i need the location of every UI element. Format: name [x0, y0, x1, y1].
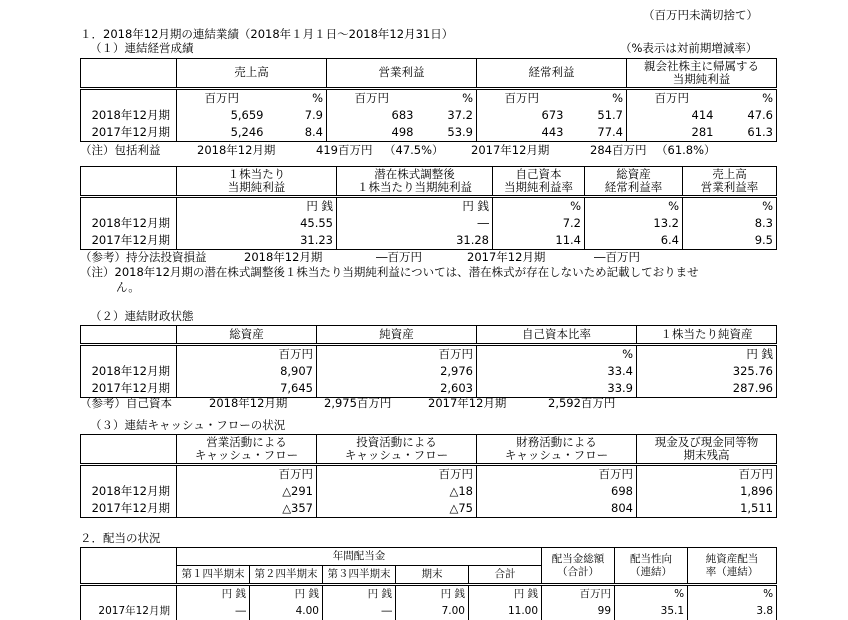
table-row — [81, 124, 777, 142]
cell: △75 — [317, 500, 477, 518]
header-dividend-total: 配当金総額 （合計） — [542, 548, 615, 585]
cell: 9.5 — [683, 232, 777, 250]
cell: 498 — [327, 124, 417, 142]
operating-results-table — [80, 58, 777, 142]
row-label: 2018年12月期 — [81, 363, 177, 380]
ref1-period1: 2018年12月期 — [244, 250, 323, 264]
cell: △357 — [177, 500, 317, 518]
header-annual-dividends: 年間配当金 — [177, 548, 542, 566]
unit: 百万円 — [627, 89, 717, 108]
cell: 77.4 — [567, 124, 627, 142]
header-q2: 第２四半期末 — [250, 566, 323, 585]
cell: 2,603 — [317, 380, 477, 398]
row-label: 2017年12月期 — [81, 232, 177, 250]
cell: 6.4 — [585, 232, 683, 250]
header-year-end: 期末 — [396, 566, 469, 585]
header-cash-balance: 現金及び現金同等物 期末残高 — [637, 435, 777, 465]
cash-flow-table — [80, 434, 777, 518]
header-operating-cf: 営業活動による キャッシュ・フロー — [177, 435, 317, 465]
cell: 7.00 — [396, 603, 469, 620]
table-row — [81, 500, 777, 518]
unit: 円 銭 — [337, 197, 493, 216]
cell: 11.4 — [493, 232, 585, 250]
cell: 99 — [542, 603, 615, 620]
header-operating-income: 営業利益 — [327, 59, 477, 89]
s1-title: （１）連結経営成績 — [90, 41, 194, 55]
cell: ― — [323, 603, 396, 620]
unit: 円 銭 — [469, 585, 542, 604]
header-operating-margin: 売上高 営業利益率 — [683, 167, 777, 197]
row-label: 2018年12月期 — [81, 107, 177, 124]
cell: ― — [177, 603, 250, 620]
table-row — [81, 107, 777, 124]
cell: 1,511 — [637, 500, 777, 518]
unit: 百万円 — [542, 585, 615, 604]
equity-ref-label: （参考）自己資本 — [80, 396, 172, 410]
unit: 百万円 — [637, 465, 777, 484]
unit: % — [585, 197, 683, 216]
cell: 5,246 — [177, 124, 267, 142]
cell: 61.3 — [717, 124, 777, 142]
cell: 47.6 — [717, 107, 777, 124]
row-label: 2017年12月期 — [81, 380, 177, 398]
cell: 804 — [477, 500, 637, 518]
unit: 円 銭 — [250, 585, 323, 604]
cell: 443 — [477, 124, 567, 142]
table-row — [81, 215, 777, 232]
ref2-value1: 2,975百万円 — [324, 396, 392, 410]
unit: 百万円 — [177, 345, 317, 364]
header-roe: 自己資本 当期純利益率 — [493, 167, 585, 197]
unit: 百万円 — [317, 465, 477, 484]
s2-title: （２）連結財政状態 — [90, 309, 194, 323]
cell: 683 — [327, 107, 417, 124]
unit: 円 銭 — [323, 585, 396, 604]
cell: 5,659 — [177, 107, 267, 124]
cell: 53.9 — [417, 124, 477, 142]
cell: 11.00 — [469, 603, 542, 620]
unit: 円 銭 — [177, 585, 250, 604]
header-net-income — [627, 59, 777, 89]
cell: 33.9 — [477, 380, 637, 398]
unit: % — [567, 89, 627, 108]
unit: 百万円 — [477, 89, 567, 108]
cell: 7.9 — [304, 107, 323, 122]
unit: 百万円 — [317, 345, 477, 364]
cell: 35.1 — [615, 603, 688, 620]
table-row — [81, 380, 777, 398]
header-total: 合計 — [469, 566, 542, 585]
cell: 325.76 — [637, 363, 777, 380]
table-row — [81, 483, 777, 500]
unit: % — [683, 197, 777, 216]
corner-cell — [81, 59, 177, 89]
unit: 円 銭 — [396, 585, 469, 604]
cell: 45.55 — [177, 215, 337, 232]
section2-title: ２．配当の状況 — [80, 531, 161, 545]
header-equity-ratio: 自己資本比率 — [477, 326, 637, 345]
unit: 百万円 — [477, 465, 637, 484]
header-sales: 売上高 — [177, 59, 327, 89]
cell: 37.2 — [447, 107, 473, 122]
row-label: 2017年12月期 — [81, 603, 177, 620]
ref1-value2: ―百万円 — [594, 250, 640, 264]
header-net-assets: 純資産 — [317, 326, 477, 345]
cell: 673 — [477, 107, 567, 124]
comp-change2: （61.8%） — [656, 143, 716, 157]
pct-note: （%表示は対前期増減率） — [620, 41, 758, 55]
header-financing-cf: 財務活動による キャッシュ・フロー — [477, 435, 637, 465]
equity-method-label: （参考）持分法投資損益 — [80, 250, 207, 264]
header-payout-ratio: 配当性向 （連結） — [615, 548, 688, 585]
cell: 13.2 — [585, 215, 683, 232]
cell: 7,645 — [177, 380, 317, 398]
table-row — [81, 232, 777, 250]
row-label: 2018年12月期 — [81, 483, 177, 500]
unit: % — [477, 345, 637, 364]
header-diluted-eps: 潜在株式調整後 １株当たり当期純利益 — [337, 167, 493, 197]
unit: % — [493, 197, 585, 216]
ref1-value1: ―百万円 — [376, 250, 422, 264]
header-total-assets: 総資産 — [177, 326, 317, 345]
dividend-table — [80, 547, 777, 620]
cell: 7.2 — [493, 215, 585, 232]
cell: 3.8 — [688, 603, 777, 620]
header-investing-cf: 投資活動による キャッシュ・フロー — [317, 435, 477, 465]
comp-period2: 2017年12月期 — [471, 143, 550, 157]
comp-value2: 284百万円 — [590, 143, 647, 157]
header-doe: 純資産配当 率（連結） — [688, 548, 777, 585]
ref2-value2: 2,592百万円 — [548, 396, 616, 410]
cell: 1,896 — [637, 483, 777, 500]
cell: 31.28 — [337, 232, 493, 250]
cell: 287.96 — [637, 380, 777, 398]
unit: 百万円 — [327, 89, 417, 108]
header-roa: 総資産 経常利益率 — [585, 167, 683, 197]
cell: 8,907 — [177, 363, 317, 380]
unit: 円 銭 — [177, 197, 337, 216]
unit: 百万円 — [177, 465, 317, 484]
cell: △291 — [177, 483, 317, 500]
table-row — [81, 603, 777, 620]
comp-period1: 2018年12月期 — [197, 143, 276, 157]
unit: 百万円 — [177, 89, 267, 108]
unit: % — [688, 585, 777, 604]
header-net-income-line2: 当期純利益 — [672, 72, 731, 86]
header-eps: １株当たり 当期純利益 — [177, 167, 337, 197]
unit: % — [267, 89, 327, 108]
cell: 698 — [477, 483, 637, 500]
section1-title: １．2018年12月期の連結業績（2018年１月１日～2018年12月31日） — [80, 27, 454, 41]
header-q1: 第１四半期末 — [177, 566, 250, 585]
footnote-line1: （注）2018年12月期の潜在株式調整後１株当たり当期純利益については、潜在株式が存在しないため記載しておりませ — [80, 265, 699, 279]
cell: 414 — [627, 107, 717, 124]
row-label: 2018年12月期 — [81, 215, 177, 232]
cell: 2,976 — [317, 363, 477, 380]
cell: 8.4 — [267, 124, 327, 142]
cell: 33.4 — [477, 363, 637, 380]
unit: % — [615, 585, 688, 604]
cell: △18 — [317, 483, 477, 500]
comp-value1: 419百万円 — [316, 143, 373, 157]
footnote-line2: ん。 — [116, 280, 140, 294]
header-bps: １株当たり純資産 — [637, 326, 777, 345]
header-q3: 第３四半期末 — [323, 566, 396, 585]
header-ordinary-income: 経常利益 — [477, 59, 627, 89]
financial-position-table — [80, 325, 777, 398]
unit: % — [717, 89, 777, 108]
cell: 51.7 — [597, 107, 623, 122]
cell: 4.00 — [250, 603, 323, 620]
s3-title: （３）連結キャッシュ・フローの状況 — [90, 418, 286, 432]
row-label: 2017年12月期 — [81, 124, 177, 142]
row-label: 2017年12月期 — [81, 500, 177, 518]
unit-note: （百万円未満切捨て） — [643, 8, 758, 22]
per-share-ratio-table — [80, 166, 777, 250]
unit: % — [417, 89, 477, 108]
cell: 31.23 — [177, 232, 337, 250]
header-net-income-line1: 親会社株主に帰属する — [644, 58, 759, 73]
comprehensive-income-label: （注）包括利益 — [80, 143, 161, 157]
comp-change1: （47.5%） — [384, 143, 444, 157]
ref1-period2: 2017年12月期 — [467, 250, 546, 264]
ref2-period2: 2017年12月期 — [428, 396, 507, 410]
cell: 8.3 — [683, 215, 777, 232]
unit: 円 銭 — [637, 345, 777, 364]
table-row — [81, 363, 777, 380]
ref2-period1: 2018年12月期 — [209, 396, 288, 410]
cell: 281 — [627, 124, 717, 142]
cell: ― — [337, 215, 493, 232]
